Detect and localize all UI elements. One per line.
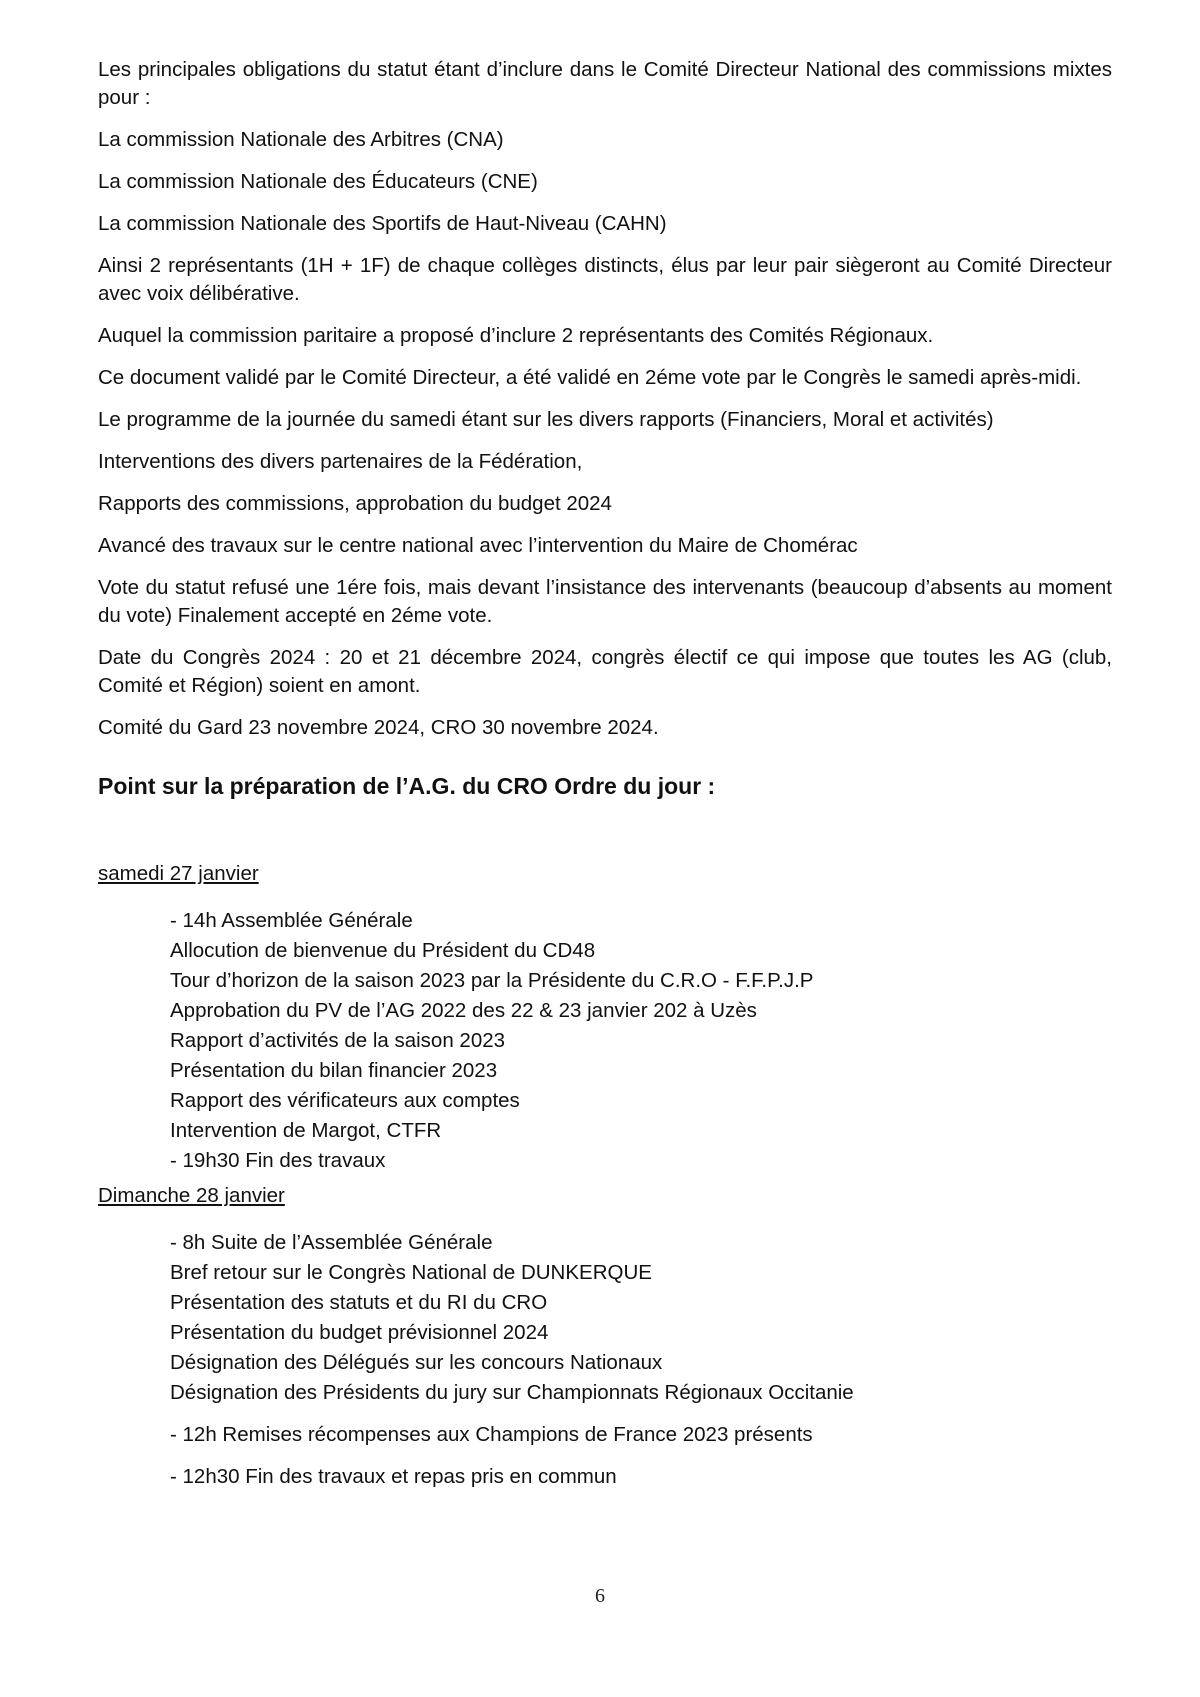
day2-title: Dimanche 28 janvier (98, 1184, 285, 1207)
agenda-item: - 19h30 Fin des travaux (170, 1149, 386, 1172)
paragraph: La commission Nationale des Éducateurs (CNE) (98, 170, 538, 193)
paragraph: Ainsi 2 représentants (1H + 1F) de chaque collèges distincts, élus par leur pair siègeront au Comité Directeur avec voix délibérative. (98, 254, 1112, 305)
agenda-item: Présentation du budget prévisionnel 2024 (170, 1321, 549, 1344)
agenda-item: - 14h Assemblée Générale (170, 909, 413, 932)
agenda-item: Désignation des Présidents du jury sur Championnats Régionaux Occitanie (170, 1381, 854, 1404)
section-title: Point sur la préparation de l’A.G. du CRO Ordre du jour : (98, 773, 716, 799)
paragraph: La commission Nationale des Arbitres (CNA) (98, 128, 504, 151)
agenda-item: Intervention de Margot, CTFR (170, 1119, 442, 1142)
document-page (98, 56, 1112, 1492)
paragraph: Les principales obligations du statut étant d’inclure dans le Comité Directeur National des commissions mixtes pour : (98, 58, 1112, 109)
paragraph: Avancé des travaux sur le centre national avec l’intervention du Maire de Chomérac (98, 534, 858, 557)
paragraph: Auquel la commission paritaire a proposé d’inclure 2 représentants des Comités Régionaux. (98, 324, 934, 347)
agenda-extra-item: - 12h Remises récompenses aux Champions de France 2023 présents (170, 1423, 813, 1446)
agenda-item: Approbation du PV de l’AG 2022 des 22 & 23 janvier 202 à Uzès (170, 999, 757, 1022)
agenda-item: Désignation des Délégués sur les concours Nationaux (170, 1351, 663, 1374)
paragraph: Le programme de la journée du samedi étant sur les divers rapports (Financiers, Moral et activités) (98, 408, 994, 431)
agenda-item: - 8h Suite de l’Assemblée Générale (170, 1231, 493, 1254)
day2-agenda (170, 1228, 1112, 1408)
agenda-item: Allocution de bienvenue du Président du CD48 (170, 939, 596, 962)
paragraph: Date du Congrès 2024 : 20 et 21 décembre 2024, congrès électif ce qui impose que toutes les AG (club, Comité et Région) soient en amont. (98, 646, 1112, 697)
paragraph: Interventions des divers partenaires de la Fédération, (98, 450, 583, 473)
page-number: 6 (595, 1585, 605, 1607)
paragraph: Ce document validé par le Comité Directeur, a été validé en 2éme vote par le Congrès le samedi après-midi. (98, 366, 1082, 389)
paragraph: La commission Nationale des Sportifs de Haut-Niveau (CAHN) (98, 212, 667, 235)
paragraph: Vote du statut refusé une 1ére fois, mais devant l’insistance des intervenants (beaucoup d’absents au moment du vote) Finalement accepté en 2éme vote. (98, 576, 1112, 627)
agenda-item: Tour d’horizon de la saison 2023 par la Présidente du C.R.O - F.F.P.J.P (170, 969, 814, 992)
agenda-item: Bref retour sur le Congrès National de DUNKERQUE (170, 1261, 652, 1284)
agenda-item: Rapport des vérificateurs aux comptes (170, 1089, 520, 1112)
day1-agenda (170, 906, 1112, 1176)
paragraph: Comité du Gard 23 novembre 2024, CRO 30 novembre 2024. (98, 716, 659, 739)
agenda-item: Rapport d’activités de la saison 2023 (170, 1029, 506, 1052)
day1-title: samedi 27 janvier (98, 862, 259, 885)
agenda-item: Présentation du bilan financier 2023 (170, 1059, 498, 1082)
paragraph: Rapports des commissions, approbation du budget 2024 (98, 492, 612, 515)
agenda-extra-item: - 12h30 Fin des travaux et repas pris en commun (170, 1465, 617, 1488)
agenda-item: Présentation des statuts et du RI du CRO (170, 1291, 548, 1314)
